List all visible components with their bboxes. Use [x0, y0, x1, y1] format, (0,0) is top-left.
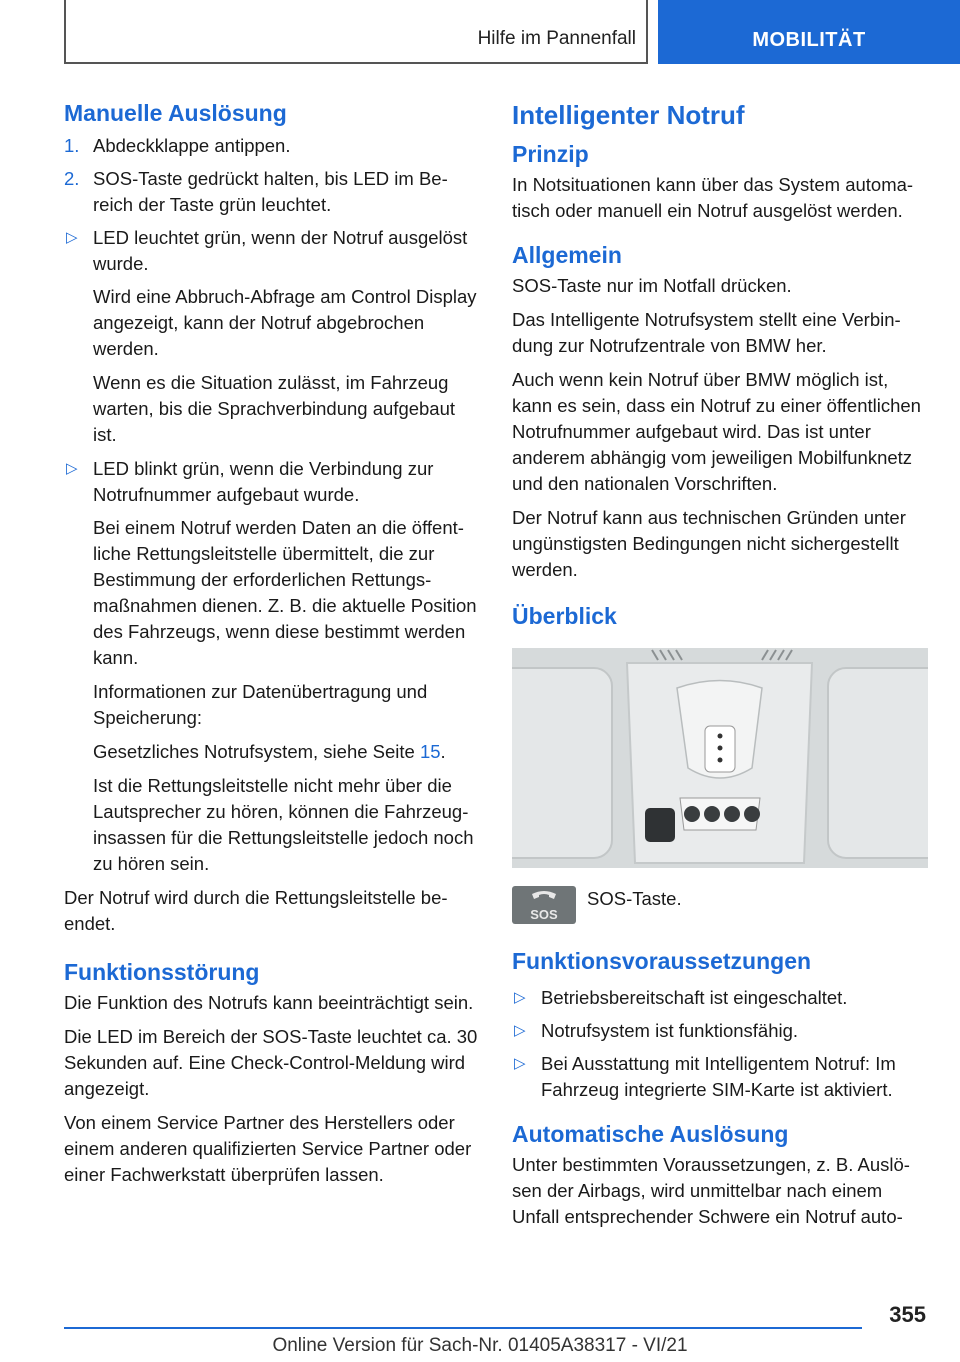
overhead-console-illustration [512, 648, 928, 868]
list-item [512, 1051, 928, 1103]
step-text: Abdeckklappe antippen. [93, 135, 291, 156]
step-number: 1. [64, 135, 80, 156]
triangle-bullet-icon: ▷ [514, 989, 526, 1006]
triangle-bullet-icon: ▷ [66, 229, 78, 246]
paragraph: Ist die Rettungsleitstelle nicht mehr über die Lautsprecher zu hören, können die Fahrzeuginsassen für die Rettungsleitstelle jedoch noch zu hören sein. [93, 775, 474, 874]
sos-legend-row [512, 886, 928, 924]
overhead-console-photo [512, 648, 928, 868]
header-section-title: Hilfe im Pannenfall [477, 28, 636, 49]
paragraph: Der Notruf kann aus technischen Gründen unter ungünstigsten Bedingungen nicht sichergestellt werden. [512, 507, 906, 580]
phone-icon [529, 890, 559, 908]
paragraph: Auch wenn kein Notruf über BMW möglich ist, kann es sein, dass ein Notruf zu einer öffentlichen Notrufnummer aufgebaut wird. Das ist unter anderem abhängig vom jeweiligen Mobilfunknetz und den nationalen Vorschriften. [512, 369, 921, 494]
step-number: 2. [64, 168, 80, 189]
right-column [512, 100, 928, 1238]
paragraph: Bei einem Notruf werden Daten an die öffentliche Rettungsleitstelle übermittelt, die zur Bestimmung der erforderlichen Rettungsmaßnahmen dienen. Z. B. die aktuelle Position des Fahrzeugs, wenn diese bestimmt werden kann. [93, 517, 477, 668]
sos-caption: SOS-Taste. [587, 888, 682, 909]
paragraph-text: Gesetzliches Notrufsystem, siehe Seite [93, 741, 420, 762]
page-link[interactable]: 15 [419, 741, 441, 762]
paragraph: Wird eine Abbruch-Abfrage am Control Display angezeigt, kann der Notruf abgebrochen werden. [93, 286, 477, 359]
bullet-text: LED blinkt grün, wenn die Verbindung zur Notrufnummer aufgebaut wurde. [93, 458, 434, 505]
paragraph: Wenn es die Situation zulässt, im Fahrzeug warten, bis die Sprachverbindung aufgebaut ist. [93, 372, 456, 445]
list-item [512, 1018, 928, 1044]
bullet-text: Bei Ausstattung mit Intelligentem Notruf: Im Fahrzeug integrierte SIM-Karte ist aktiviert. [541, 1053, 896, 1100]
paragraph: Von einem Service Partner des Herstellers oder einem anderen qualifizierten Service Partner oder einer Fachwerkstatt überprüfen lassen. [64, 1112, 472, 1185]
chapter-tab[interactable]: MOBILITÄT [658, 0, 960, 64]
heading-overview: Überblick [512, 603, 617, 629]
heading-function-requirements: Funktionsvoraussetzungen [512, 948, 812, 974]
list-item [64, 133, 478, 159]
list-item [64, 456, 478, 508]
paragraph: SOS-Taste nur im Notfall drücken. [512, 275, 792, 296]
page-number: 355 [889, 1302, 926, 1327]
heading-malfunction: Funktionsstörung [64, 959, 260, 985]
sos-icon-label: SOS [530, 907, 558, 922]
list-item [64, 166, 478, 218]
footer-divider [64, 1327, 862, 1329]
list-item [512, 985, 928, 1011]
heading-automatic-trigger: Automatische Auslösung [512, 1121, 789, 1147]
heading-intelligent-emergency-call: Intelligenter Notruf [512, 100, 745, 130]
paragraph-end: . [440, 741, 446, 762]
list-item [64, 225, 478, 277]
paragraph: In Notsituationen kann über das System automatisch oder manuell ein Notruf ausgelöst werden. [512, 174, 914, 221]
bullet-text: LED leuchtet grün, wenn der Notruf ausgelöst wurde. [93, 227, 468, 274]
paragraph: Das Intelligente Notrufsystem stellt eine Verbindung zur Notrufzentrale von BMW her. [512, 309, 901, 356]
footer-version-text: Online Version für Sach-Nr. 01405A38317 - VI/21 [272, 1335, 688, 1356]
triangle-bullet-icon: ▷ [514, 1055, 526, 1072]
triangle-bullet-icon: ▷ [66, 460, 78, 477]
triangle-bullet-icon: ▷ [514, 1022, 526, 1039]
paragraph: Die Funktion des Notrufs kann beeinträchtigt sein. [64, 992, 474, 1013]
heading-principle: Prinzip [512, 141, 589, 167]
paragraph [64, 739, 478, 765]
step-text: SOS-Taste gedrückt halten, bis LED im Bereich der Taste grün leuchtet. [93, 168, 448, 215]
paragraph: Informationen zur Datenübertragung und Speicherung: [93, 681, 428, 728]
heading-general: Allgemein [512, 242, 622, 268]
paragraph: Unter bestimmten Voraussetzungen, z. B. Auslösen der Airbags, wird unmittelbar nach einem Unfall entsprechender Schwere ein Notruf auto- [512, 1154, 910, 1227]
sos-button-icon [512, 886, 576, 924]
bullet-text: Notrufsystem ist funktionsfähig. [541, 1020, 799, 1041]
left-column [64, 100, 478, 1196]
paragraph: Die LED im Bereich der SOS-Taste leuchtet ca. 30 Sekunden auf. Eine Check-Control-Meldung wird angezeigt. [64, 1026, 478, 1099]
bullet-text: Betriebsbereitschaft ist eingeschaltet. [541, 987, 848, 1008]
heading-manual-trigger: Manuelle Auslösung [64, 100, 287, 126]
paragraph: Der Notruf wird durch die Rettungsleitstelle beendet. [64, 887, 448, 934]
